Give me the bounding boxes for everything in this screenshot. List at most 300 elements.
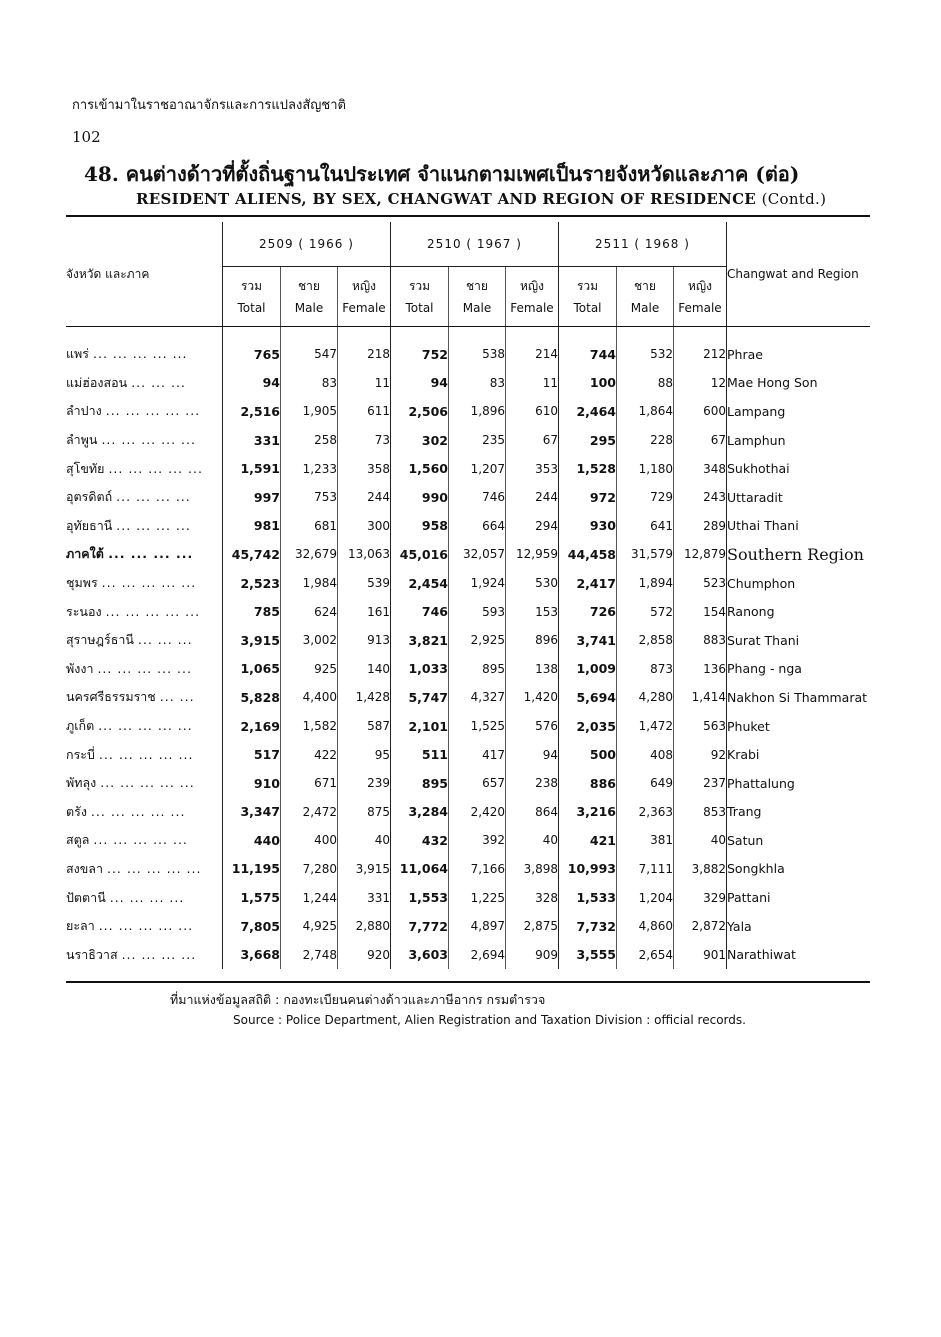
row-name-thai [66, 798, 223, 827]
cell-female: 11 [506, 369, 559, 398]
table-body [66, 326, 875, 969]
row-name-thai [66, 712, 223, 741]
cell-total: 295 [559, 426, 617, 455]
year-header-2511: 2511 ( 1968 ) [559, 222, 727, 267]
cell-total: 3,347 [223, 798, 281, 827]
cell-male: 2,858 [617, 626, 674, 655]
subheader-male-english: Male [462, 300, 492, 315]
cell-total: 45,016 [391, 540, 449, 569]
cell-male: 32,057 [449, 540, 506, 569]
cell-male: 671 [281, 769, 338, 798]
table-row [66, 626, 875, 655]
cell-total: 746 [391, 597, 449, 626]
leader-dots: ... ... [159, 689, 195, 705]
cell-female: 587 [338, 712, 391, 741]
cell-male: 258 [281, 426, 338, 455]
cell-total: 2,516 [223, 397, 281, 426]
table-row [66, 397, 875, 426]
cell-total: 744 [559, 326, 617, 369]
cell-female: 67 [506, 426, 559, 455]
subheader-female-thai: หญิง [520, 278, 544, 293]
cell-total: 440 [223, 826, 281, 855]
cell-female: 901 [674, 940, 727, 969]
province-name: ภูเก็ต [66, 718, 95, 734]
cell-male: 925 [281, 655, 338, 684]
row-name-english: Yala [727, 918, 752, 934]
cell-male: 235 [449, 426, 506, 455]
source-note-english: Source : Police Department, Alien Registration and Taxation Division : official records. [233, 1013, 746, 1027]
cell-female: 237 [674, 769, 727, 798]
province-name: ระนอง [66, 603, 102, 619]
cell-female: 1,420 [506, 683, 559, 712]
subheader-female [506, 267, 559, 326]
leader-dots: ... ... ... ... ... [106, 860, 202, 876]
cell-female: 610 [506, 397, 559, 426]
cell-total: 100 [559, 369, 617, 398]
cell-female: 353 [506, 454, 559, 483]
cell-female: 40 [338, 826, 391, 855]
cell-male: 1,525 [449, 712, 506, 741]
leader-dots: ... ... ... ... ... [90, 803, 186, 819]
cell-total: 3,216 [559, 798, 617, 827]
cell-total: 3,284 [391, 798, 449, 827]
cell-total: 3,603 [391, 940, 449, 969]
cell-male: 657 [449, 769, 506, 798]
row-name-thai [66, 369, 223, 398]
cell-male: 2,748 [281, 940, 338, 969]
row-name-thai [66, 912, 223, 941]
cell-male: 422 [281, 740, 338, 769]
cell-total: 11,064 [391, 855, 449, 884]
subheader-female-thai: หญิง [352, 278, 376, 293]
cell-female: 600 [674, 397, 727, 426]
subheader-total-english: Total [237, 300, 266, 315]
leader-dots: ... ... ... ... ... [105, 603, 201, 619]
cell-female: 2,872 [674, 912, 727, 941]
row-name-english: Pattani [727, 890, 771, 906]
table-row [66, 769, 875, 798]
row-name-english: Sukhothai [727, 461, 790, 477]
cell-male: 83 [449, 369, 506, 398]
cell-total: 7,732 [559, 912, 617, 941]
cell-female: 3,898 [506, 855, 559, 884]
province-name: นครศรีธรรมราช [66, 689, 156, 705]
subheader-total [391, 267, 449, 326]
cell-total: 2,035 [559, 712, 617, 741]
row-name-thai [66, 597, 223, 626]
row-name-english: Mae Hong Son [727, 375, 818, 391]
province-name: สงขลา [66, 860, 103, 876]
cell-male: 1,864 [617, 397, 674, 426]
cell-total: 1,009 [559, 655, 617, 684]
cell-female: 348 [674, 454, 727, 483]
stub-header: จังหวัด และภาค [66, 222, 223, 326]
cell-total: 10,993 [559, 855, 617, 884]
cell-female: 329 [674, 883, 727, 912]
province-name: อุตรดิตถ์ [66, 489, 113, 505]
subheader-male-english: Male [294, 300, 324, 315]
cell-female: 358 [338, 454, 391, 483]
province-name: สุราษฎร์ธานี [66, 632, 134, 648]
running-head: การเข้ามาในราชอาณาจักรและการแปลงสัญชาติ [72, 98, 346, 113]
cell-total: 2,101 [391, 712, 449, 741]
cell-female: 212 [674, 326, 727, 369]
row-name-thai [66, 626, 223, 655]
cell-female: 239 [338, 769, 391, 798]
subheader-total-thai: รวม [408, 278, 431, 293]
cell-total: 895 [391, 769, 449, 798]
cell-total: 3,915 [223, 626, 281, 655]
cell-female: 2,875 [506, 912, 559, 941]
cell-total: 3,741 [559, 626, 617, 655]
cell-female: 300 [338, 512, 391, 541]
title-english-text: RESIDENT ALIENS, BY SEX, CHANGWAT AND REGION OF RESIDENCE [136, 190, 757, 208]
row-name-english: Uthai Thani [727, 518, 799, 534]
source-note-thai: ที่มาแห่งข้อมูลสถิติ : กองทะเบียนคนต่างด้าวและภาษีอากร กรมตำรวจ [170, 992, 546, 1007]
cell-female: 92 [674, 740, 727, 769]
cell-total: 726 [559, 597, 617, 626]
table-title-english [136, 190, 826, 208]
cell-female: 611 [338, 397, 391, 426]
table-row [66, 454, 875, 483]
leader-dots: ... ... ... ... [116, 489, 191, 505]
cell-male: 1,472 [617, 712, 674, 741]
cell-female: 3,915 [338, 855, 391, 884]
subheader-male [449, 267, 506, 326]
cell-total: 331 [223, 426, 281, 455]
cell-male: 1,582 [281, 712, 338, 741]
cell-total: 3,555 [559, 940, 617, 969]
cell-male: 649 [617, 769, 674, 798]
province-name: นราธิวาส [66, 946, 118, 962]
page-number: 102 [72, 128, 101, 146]
cell-male: 1,894 [617, 569, 674, 598]
cell-total: 1,533 [559, 883, 617, 912]
province-name: ปัตตานี [66, 889, 106, 905]
header-rule [66, 326, 870, 327]
region-header: Changwat and Region [727, 267, 859, 281]
subheader-male [281, 267, 338, 326]
row-name-english: Phattalung [727, 775, 795, 791]
leader-dots: ... ... ... ... [108, 546, 194, 562]
row-name-thai [66, 940, 223, 969]
row-name-thai [66, 769, 223, 798]
cell-male: 400 [281, 826, 338, 855]
cell-male: 4,860 [617, 912, 674, 941]
cell-male: 4,327 [449, 683, 506, 712]
table-row [66, 597, 875, 626]
cell-male: 1,896 [449, 397, 506, 426]
cell-male: 593 [449, 597, 506, 626]
subheader-female [338, 267, 391, 326]
cell-total: 1,065 [223, 655, 281, 684]
cell-total: 1,575 [223, 883, 281, 912]
cell-female: 331 [338, 883, 391, 912]
cell-total: 2,454 [391, 569, 449, 598]
cell-male: 408 [617, 740, 674, 769]
row-name-english: Phuket [727, 718, 770, 734]
cell-male: 2,472 [281, 798, 338, 827]
leader-dots: ... ... ... [137, 632, 193, 648]
leader-dots: ... ... ... ... ... [93, 346, 188, 362]
table-row [66, 655, 875, 684]
cell-total: 517 [223, 740, 281, 769]
cell-total: 3,668 [223, 940, 281, 969]
leader-dots: ... ... ... ... ... [97, 660, 192, 676]
row-name-english: Phrae [727, 346, 763, 362]
table-row [66, 483, 875, 512]
cell-male: 2,654 [617, 940, 674, 969]
cell-male: 381 [617, 826, 674, 855]
row-name-thai [66, 397, 223, 426]
cell-total: 1,528 [559, 454, 617, 483]
title-contd: (Contd.) [761, 190, 827, 208]
row-name-thai [66, 540, 223, 569]
cell-male: 3,002 [281, 626, 338, 655]
cell-male: 538 [449, 326, 506, 369]
subheader-male-thai: ชาย [298, 278, 320, 293]
province-name: แพร่ [66, 346, 90, 362]
leader-dots: ... ... ... [131, 374, 186, 390]
cell-male: 1,984 [281, 569, 338, 598]
cell-female: 218 [338, 326, 391, 369]
subheader-total-english: Total [405, 300, 434, 315]
cell-total: 5,694 [559, 683, 617, 712]
subheader-male-thai: ชาย [466, 278, 488, 293]
cell-total: 94 [223, 369, 281, 398]
row-name-thai [66, 454, 223, 483]
cell-total: 997 [223, 483, 281, 512]
cell-female: 896 [506, 626, 559, 655]
cell-male: 681 [281, 512, 338, 541]
subheader-male-english: Male [630, 300, 660, 315]
leader-dots: ... ... ... ... [121, 946, 197, 962]
cell-female: 11 [338, 369, 391, 398]
cell-male: 7,280 [281, 855, 338, 884]
cell-total: 500 [559, 740, 617, 769]
row-name-english: Narathiwat [727, 947, 796, 963]
cell-male: 873 [617, 655, 674, 684]
cell-total: 11,195 [223, 855, 281, 884]
cell-female: 523 [674, 569, 727, 598]
cell-total: 1,591 [223, 454, 281, 483]
cell-female: 161 [338, 597, 391, 626]
row-name-english: Lamphun [727, 432, 786, 448]
cell-male: 2,420 [449, 798, 506, 827]
table-row [66, 940, 875, 969]
cell-female: 853 [674, 798, 727, 827]
cell-male: 4,897 [449, 912, 506, 941]
cell-total: 2,506 [391, 397, 449, 426]
cell-total: 432 [391, 826, 449, 855]
cell-male: 1,905 [281, 397, 338, 426]
cell-male: 572 [617, 597, 674, 626]
province-name: แม่ฮ่องสอน [66, 374, 128, 390]
cell-male: 746 [449, 483, 506, 512]
cell-female: 1,428 [338, 683, 391, 712]
cell-total: 2,523 [223, 569, 281, 598]
province-name: ตรัง [66, 803, 87, 819]
cell-female: 12,879 [674, 540, 727, 569]
table-row [66, 512, 875, 541]
table-row [66, 326, 875, 369]
leader-dots: ... ... ... ... [116, 517, 191, 533]
table-row [66, 740, 875, 769]
cell-female: 138 [506, 655, 559, 684]
cell-male: 417 [449, 740, 506, 769]
cell-female: 94 [506, 740, 559, 769]
subheader-female-english: Female [510, 300, 554, 315]
subheader-total [223, 267, 281, 326]
cell-male: 1,207 [449, 454, 506, 483]
subheader-female [674, 267, 727, 326]
cell-total: 972 [559, 483, 617, 512]
cell-male: 729 [617, 483, 674, 512]
cell-female: 40 [674, 826, 727, 855]
cell-female: 244 [506, 483, 559, 512]
cell-total: 752 [391, 326, 449, 369]
cell-total: 930 [559, 512, 617, 541]
leader-dots: ... ... ... ... ... [98, 718, 193, 734]
cell-male: 532 [617, 326, 674, 369]
bottom-rule [66, 981, 870, 983]
cell-male: 1,225 [449, 883, 506, 912]
row-name-thai [66, 483, 223, 512]
cell-male: 1,204 [617, 883, 674, 912]
cell-total: 1,553 [391, 883, 449, 912]
cell-male: 895 [449, 655, 506, 684]
table-row [66, 883, 875, 912]
leader-dots: ... ... ... ... ... [98, 918, 194, 934]
subheader-total-thai: รวม [576, 278, 599, 293]
cell-female: 563 [674, 712, 727, 741]
subheader-total [559, 267, 617, 326]
province-name: อุทัยธานี [66, 517, 113, 533]
cell-male: 624 [281, 597, 338, 626]
cell-total: 765 [223, 326, 281, 369]
province-name: ลำพูน [66, 432, 98, 448]
cell-male: 4,280 [617, 683, 674, 712]
table-row [66, 369, 875, 398]
year-header-2510: 2510 ( 1967 ) [391, 222, 559, 267]
subheader-male [617, 267, 674, 326]
row-name-english: Phang - nga [727, 661, 802, 677]
table-row [66, 798, 875, 827]
cell-female: 864 [506, 798, 559, 827]
cell-male: 7,166 [449, 855, 506, 884]
subheader-female-english: Female [342, 300, 386, 315]
cell-female: 3,882 [674, 855, 727, 884]
cell-total: 5,747 [391, 683, 449, 712]
province-name: สตูล [66, 832, 90, 848]
region-row [66, 540, 875, 569]
cell-male: 547 [281, 326, 338, 369]
cell-female: 883 [674, 626, 727, 655]
leader-dots: ... ... ... ... ... [98, 746, 194, 762]
cell-male: 641 [617, 512, 674, 541]
cell-total: 990 [391, 483, 449, 512]
table-row [66, 426, 875, 455]
subheader-total-english: Total [573, 300, 602, 315]
row-name-english: Uttaradit [727, 489, 783, 505]
cell-female: 328 [506, 883, 559, 912]
cell-male: 2,694 [449, 940, 506, 969]
cell-total: 2,169 [223, 712, 281, 741]
cell-female: 153 [506, 597, 559, 626]
subheader-male-thai: ชาย [634, 278, 656, 293]
cell-total: 5,828 [223, 683, 281, 712]
cell-male: 88 [617, 369, 674, 398]
row-name-english: Songkhla [727, 861, 785, 877]
cell-total: 958 [391, 512, 449, 541]
cell-female: 2,880 [338, 912, 391, 941]
cell-female: 12 [674, 369, 727, 398]
cell-total: 886 [559, 769, 617, 798]
top-rule [66, 215, 870, 217]
cell-female: 238 [506, 769, 559, 798]
cell-female: 95 [338, 740, 391, 769]
row-name-thai [66, 883, 223, 912]
cell-total: 910 [223, 769, 281, 798]
leader-dots: ... ... ... ... ... [105, 403, 201, 419]
leader-dots: ... ... ... ... ... [108, 460, 203, 476]
row-name-english: Nakhon Si Thammarat [727, 689, 868, 705]
cell-female: 136 [674, 655, 727, 684]
province-name: สุโขทัย [66, 460, 105, 476]
table-row [66, 712, 875, 741]
cell-total: 981 [223, 512, 281, 541]
row-name-english: Satun [727, 832, 764, 848]
cell-male: 7,111 [617, 855, 674, 884]
leader-dots: ... ... ... ... ... [93, 832, 188, 848]
cell-male: 4,925 [281, 912, 338, 941]
cell-female: 1,414 [674, 683, 727, 712]
row-name-english: Lampang [727, 403, 786, 419]
table-row [66, 683, 875, 712]
cell-female: 140 [338, 655, 391, 684]
cell-total: 45,742 [223, 540, 281, 569]
cell-female: 40 [506, 826, 559, 855]
cell-female: 244 [338, 483, 391, 512]
province-name: ยะลา [66, 918, 95, 934]
cell-male: 2,363 [617, 798, 674, 827]
cell-male: 392 [449, 826, 506, 855]
row-name-thai [66, 426, 223, 455]
cell-female: 12,959 [506, 540, 559, 569]
province-name: ชุมพร [66, 575, 98, 591]
cell-male: 753 [281, 483, 338, 512]
cell-total: 511 [391, 740, 449, 769]
row-name-english: Chumphon [727, 575, 796, 591]
cell-total: 1,033 [391, 655, 449, 684]
province-name: ลำปาง [66, 403, 102, 419]
cell-female: 73 [338, 426, 391, 455]
row-name-thai [66, 740, 223, 769]
cell-total: 7,772 [391, 912, 449, 941]
cell-male: 228 [617, 426, 674, 455]
cell-male: 31,579 [617, 540, 674, 569]
cell-total: 2,464 [559, 397, 617, 426]
cell-female: 913 [338, 626, 391, 655]
row-name-thai [66, 569, 223, 598]
province-name: พัทลุง [66, 775, 97, 791]
cell-female: 539 [338, 569, 391, 598]
cell-female: 530 [506, 569, 559, 598]
subheader-total-thai: รวม [240, 278, 263, 293]
cell-female: 294 [506, 512, 559, 541]
leader-dots: ... ... ... ... ... [100, 775, 195, 791]
row-name-english: Ranong [727, 604, 775, 620]
